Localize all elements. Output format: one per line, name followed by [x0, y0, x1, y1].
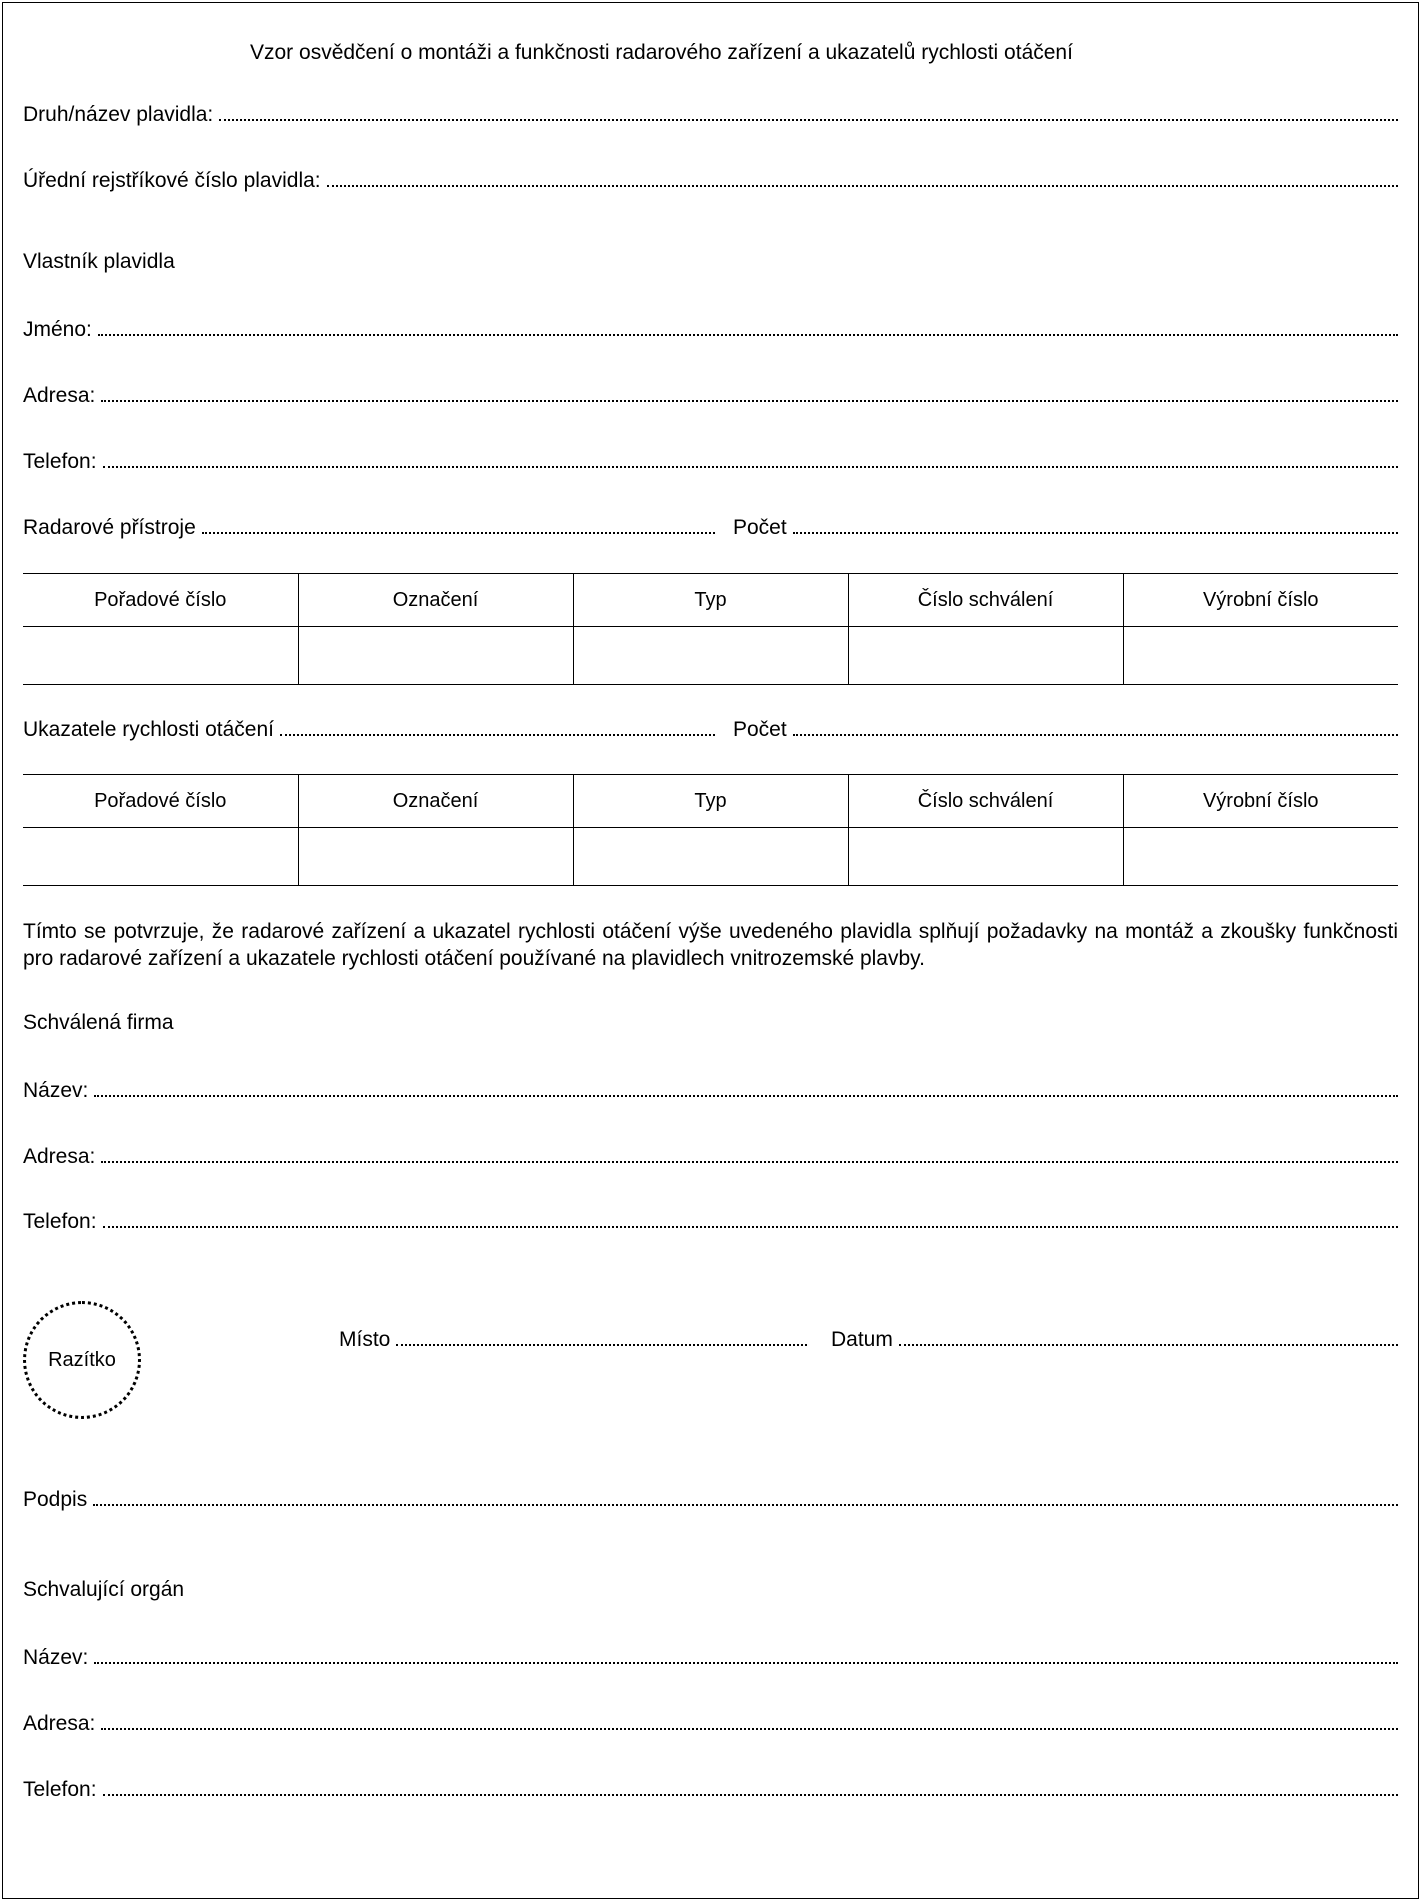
owner-phone-label: Telefon: [23, 450, 97, 473]
vessel-type-field[interactable] [23, 100, 1398, 128]
radar-col-order: Pořadové číslo [23, 574, 298, 627]
radar-table-row [23, 627, 1398, 685]
rot-count-field[interactable] [733, 715, 1398, 743]
rot-indicators-field[interactable] [23, 715, 715, 743]
rot-count-label: Počet [733, 718, 787, 741]
authority-name-label: Název: [23, 1646, 89, 1669]
rot-col-approval: Číslo schválení [848, 775, 1123, 828]
radar-cell-approval[interactable] [848, 627, 1123, 685]
rot-col-order: Pořadové číslo [23, 775, 298, 828]
firm-address-label: Adresa: [23, 1145, 96, 1168]
authority-address-dotted-line[interactable] [101, 1709, 1398, 1730]
radar-cell-serial[interactable] [1123, 627, 1398, 685]
signature-dotted-line[interactable] [93, 1485, 1398, 1506]
stamp-circle [23, 1301, 141, 1419]
rot-table-header-row [23, 775, 1398, 828]
rot-indicators-dotted-line[interactable] [280, 715, 715, 736]
radar-col-serial: Výrobní číslo [1123, 574, 1398, 627]
rot-cell-type[interactable] [573, 828, 848, 886]
authority-name-field[interactable] [23, 1643, 1398, 1671]
authority-heading: Schvalující orgán [23, 1578, 185, 1601]
authority-address-label: Adresa: [23, 1712, 96, 1735]
authority-name-dotted-line[interactable] [94, 1643, 1398, 1664]
firm-address-field[interactable] [23, 1142, 1398, 1170]
authority-phone-label: Telefon: [23, 1778, 97, 1801]
rot-table-row [23, 828, 1398, 886]
owner-name-label: Jméno: [23, 318, 92, 341]
rot-indicators-label: Ukazatele rychlosti otáčení [23, 718, 274, 741]
radar-table-header-row [23, 574, 1398, 627]
vessel-type-label: Druh/název plavidla: [23, 103, 214, 126]
radar-col-type: Typ [573, 574, 848, 627]
vessel-registration-field[interactable] [23, 166, 1398, 194]
rot-cell-approval[interactable] [848, 828, 1123, 886]
stamp-label: Razítko [48, 1348, 116, 1371]
rot-col-serial: Výrobní číslo [1123, 775, 1398, 828]
radar-col-approval: Číslo schválení [848, 574, 1123, 627]
signature-field[interactable] [23, 1485, 1398, 1513]
date-field[interactable] [831, 1325, 1398, 1353]
place-field[interactable] [339, 1325, 807, 1353]
firm-name-dotted-line[interactable] [94, 1076, 1398, 1097]
place-label: Místo [339, 1328, 391, 1351]
rot-count-dotted-line[interactable] [793, 715, 1398, 736]
firm-heading: Schválená firma [23, 1011, 174, 1034]
rot-cell-designation[interactable] [298, 828, 573, 886]
form-title: Vzor osvědčení o montáži a funkčnosti radarového zařízení a ukazatelů rychlosti otáčení [250, 41, 1073, 64]
rot-col-type: Typ [573, 775, 848, 828]
radar-count-dotted-line[interactable] [793, 513, 1398, 534]
vessel-registration-dotted-line[interactable] [327, 166, 1398, 187]
firm-name-field[interactable] [23, 1076, 1398, 1104]
rot-col-designation: Označení [298, 775, 573, 828]
owner-address-label: Adresa: [23, 384, 96, 407]
certification-statement: Tímto se potvrzuje, že radarové zařízení a ukazatel rychlosti otáčení výše uvedeného plavidla splňují požadavky na montáž a zkoušky funkčnosti pro radarové zařízení a ukazatele rychlosti otáčení používané na plavidlech vnitrozemské plavby. [23, 920, 1398, 970]
authority-phone-dotted-line[interactable] [103, 1775, 1398, 1796]
rot-table [23, 774, 1398, 886]
firm-phone-label: Telefon: [23, 1210, 97, 1233]
signature-label: Podpis [23, 1488, 88, 1511]
owner-heading: Vlastník plavidla [23, 250, 175, 273]
radar-cell-order[interactable] [23, 627, 298, 685]
vessel-type-dotted-line[interactable] [219, 100, 1398, 121]
firm-phone-dotted-line[interactable] [103, 1207, 1398, 1228]
firm-phone-field[interactable] [23, 1207, 1398, 1235]
rot-cell-order[interactable] [23, 828, 298, 886]
owner-phone-dotted-line[interactable] [103, 447, 1398, 468]
owner-name-dotted-line[interactable] [98, 315, 1398, 336]
radar-devices-dotted-line[interactable] [202, 513, 715, 534]
authority-address-field[interactable] [23, 1709, 1398, 1737]
authority-phone-field[interactable] [23, 1775, 1398, 1803]
owner-phone-field[interactable] [23, 447, 1398, 475]
radar-table [23, 573, 1398, 685]
owner-address-field[interactable] [23, 381, 1398, 409]
owner-name-field[interactable] [23, 315, 1398, 343]
radar-devices-label: Radarové přístroje [23, 516, 196, 539]
firm-name-label: Název: [23, 1079, 89, 1102]
vessel-registration-label: Úřední rejstříkové číslo plavidla: [23, 169, 321, 192]
radar-col-designation: Označení [298, 574, 573, 627]
date-dotted-line[interactable] [899, 1325, 1398, 1346]
radar-devices-field[interactable] [23, 513, 715, 541]
rot-cell-serial[interactable] [1123, 828, 1398, 886]
place-dotted-line[interactable] [396, 1325, 807, 1346]
radar-count-label: Počet [733, 516, 787, 539]
date-label: Datum [831, 1328, 893, 1351]
radar-cell-designation[interactable] [298, 627, 573, 685]
radar-count-field[interactable] [733, 513, 1398, 541]
firm-address-dotted-line[interactable] [101, 1142, 1398, 1163]
radar-cell-type[interactable] [573, 627, 848, 685]
owner-address-dotted-line[interactable] [101, 381, 1398, 402]
